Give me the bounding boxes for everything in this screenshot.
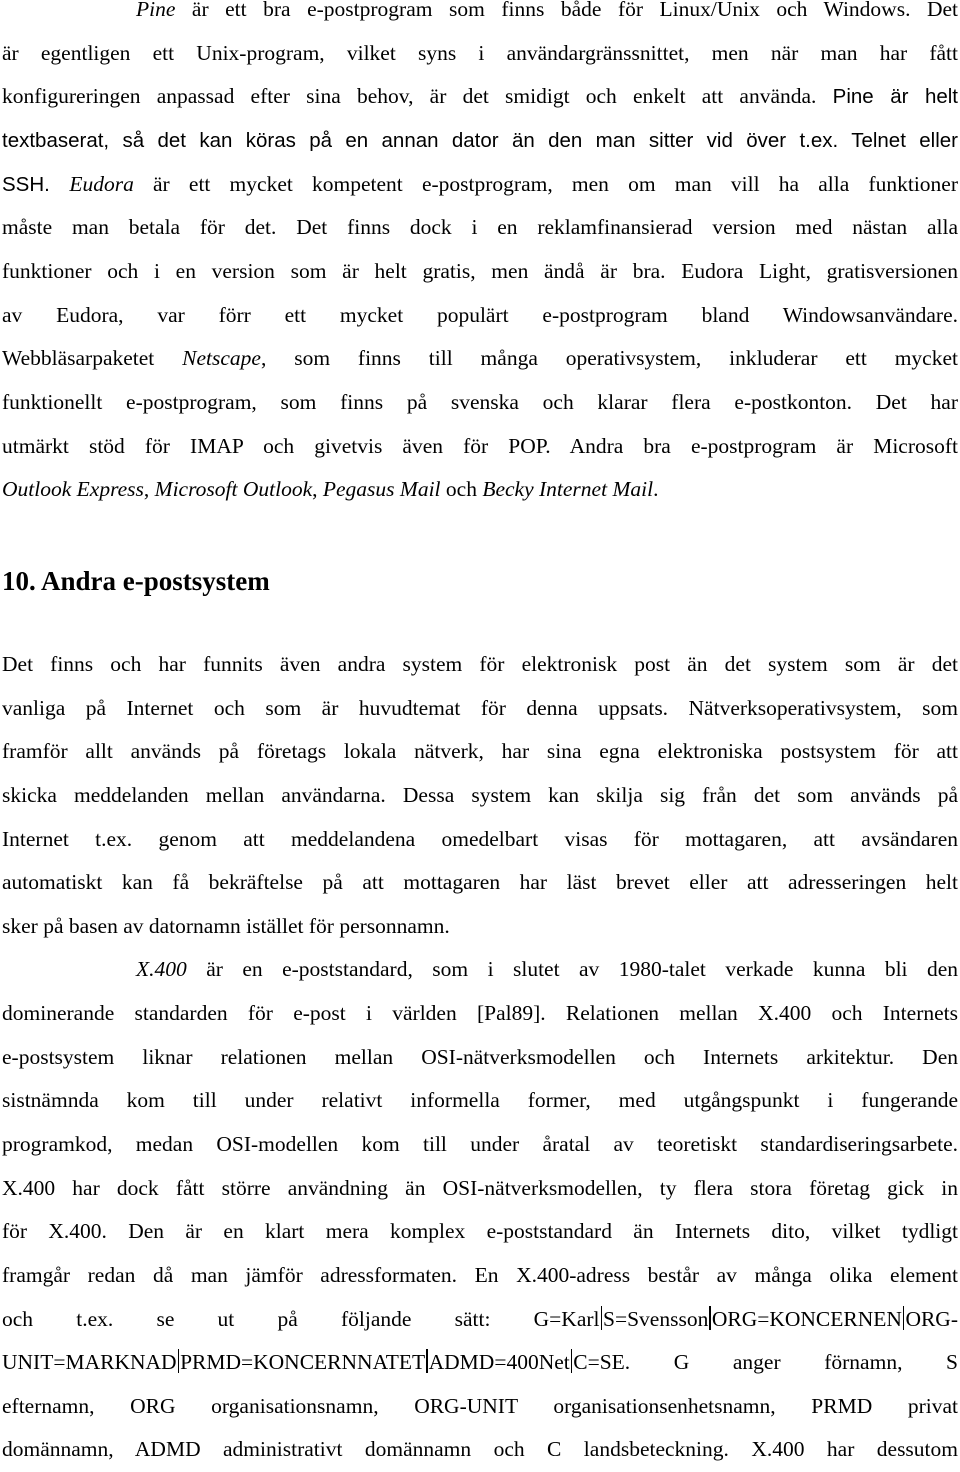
text-span: Pine är helt bbox=[832, 85, 958, 108]
text-span: UNIT=MARKNAD bbox=[2, 1350, 177, 1374]
text-span: Det finns och har funnits även andra system för elektronisk post än det system som är det bbox=[2, 652, 958, 676]
text-span: och bbox=[440, 477, 483, 501]
text-span: sker på basen av datornamn istället för personnamn. bbox=[2, 914, 450, 938]
text-line bbox=[2, 992, 958, 1036]
italic-term: Netscape bbox=[182, 346, 261, 370]
text-span: dominerande standarden för e-post i världen [Pal89]. Relationen mellan X.400 och Internets bbox=[2, 1001, 958, 1025]
text-span: är en e-poststandard, som i slutet av 1980-talet verkade kunna bli den bbox=[186, 957, 958, 981]
text-span: Eudora Light, gratisversionen bbox=[681, 259, 958, 283]
text-line bbox=[2, 1341, 958, 1385]
text-span: ADMD=400Net bbox=[428, 1350, 570, 1374]
text-line bbox=[2, 206, 958, 250]
text-line bbox=[2, 905, 958, 949]
text-line bbox=[2, 468, 958, 512]
text-line bbox=[2, 1254, 958, 1298]
italic-term: Becky Internet Mail bbox=[482, 477, 654, 501]
text-span: konfigureringen anpassad efter sina behov, är det smidigt och enkelt att använda. bbox=[2, 84, 833, 108]
address-separator bbox=[601, 1306, 603, 1330]
text-span: S=Svensson bbox=[603, 1307, 709, 1331]
address-separator bbox=[709, 1306, 711, 1330]
text-span: SSH. bbox=[2, 173, 70, 196]
text-span: är egentligen ett Unix-program, vilket syns i användargränssnittet, men när man har fått bbox=[2, 41, 958, 65]
text-span: måste man betala för det. bbox=[2, 215, 297, 239]
text-span: e-postsystem liknar relationen mellan OSI-nätverksmodellen och Internets arkitektur. Den bbox=[2, 1045, 958, 1069]
text-span: för X.400. Den är en klart mera komplex e-poststandard än Internets dito, vilket tydligt bbox=[2, 1219, 958, 1243]
text-span: efternamn, ORG organisationsnamn, ORG-UNIT organisationsenhetsnamn, PRMD privat bbox=[2, 1394, 958, 1418]
text-span: , som finns till många operativsystem, inkluderar ett mycket bbox=[260, 346, 958, 370]
text-span: C=SE. bbox=[573, 1350, 631, 1374]
text-line bbox=[2, 818, 958, 862]
address-separator bbox=[178, 1349, 180, 1373]
text-span: textbaserat, så det kan köras på en annan dator än den man sitter vid över t.ex. Telnet eller bbox=[2, 129, 958, 152]
text-span: ORG=KONCERNEN bbox=[711, 1307, 902, 1331]
text-span: domännamn, ADMD administrativt domännamn och C landsbeteckning. X.400 har dessutom bbox=[2, 1437, 958, 1461]
text-line bbox=[2, 1298, 958, 1342]
text-span: programkod, medan OSI-modellen kom till under åratal av teoretiskt standardiseringsarbete. bbox=[2, 1132, 958, 1156]
text-span: Internet t.ex. genom att meddelandena omedelbart visas för mottagaren, att avsändaren bbox=[2, 827, 958, 851]
text-line bbox=[2, 0, 958, 32]
text-line bbox=[2, 1079, 958, 1123]
italic-term: Pegasus Mail bbox=[322, 477, 441, 501]
italic-term: X.400 bbox=[136, 957, 187, 981]
text-line bbox=[2, 381, 958, 425]
text-line bbox=[2, 687, 958, 731]
italic-term: Pine bbox=[136, 0, 176, 21]
italic-term: Outlook Express bbox=[2, 477, 144, 501]
italic-term: Microsoft Outlook bbox=[154, 477, 313, 501]
text-span: X.400 har dock fått större användning än OSI-nätverksmodellen, ty flera stora företag gick in bbox=[2, 1176, 958, 1200]
text-span: G anger förnamn, S bbox=[630, 1350, 958, 1374]
text-span: av Eudora, var förr ett mycket populärt e-postprogram bland Windowsanvändare. bbox=[2, 303, 958, 327]
text-line bbox=[2, 1385, 958, 1429]
section-heading: 10. Andra e-postsystem bbox=[2, 566, 270, 596]
text-span: automatiskt kan få bekräftelse på att mottagaren har läst brevet eller att adresseringen helt bbox=[2, 870, 958, 894]
text-span: , bbox=[143, 477, 155, 501]
text-line bbox=[2, 294, 958, 338]
text-span: ORG- bbox=[905, 1307, 958, 1331]
text-line bbox=[2, 163, 958, 207]
address-separator bbox=[426, 1349, 428, 1373]
text-line bbox=[2, 1210, 958, 1254]
text-span: funktionellt e-postprogram, som finns på svenska och klarar flera e-postkonton. Det har bbox=[2, 390, 958, 414]
text-span: sistnämnda kom till under relativt informella former, med utgångspunkt i fungerande bbox=[2, 1088, 958, 1112]
text-span: . bbox=[653, 477, 659, 501]
text-line bbox=[2, 337, 958, 381]
text-line bbox=[2, 1167, 958, 1211]
text-line bbox=[2, 425, 958, 469]
text-line bbox=[2, 1123, 958, 1167]
text-line bbox=[2, 948, 958, 992]
text-span: Det finns dock i en reklamfinansierad version med nästan alla bbox=[296, 215, 959, 239]
text-line bbox=[2, 32, 958, 76]
text-line bbox=[2, 250, 958, 294]
text-span: och t.ex. se ut på följande sätt: bbox=[2, 1307, 491, 1331]
text-span: PRMD=KONCERNNATET bbox=[180, 1350, 426, 1374]
text-line bbox=[2, 1036, 958, 1080]
text-span: vanliga på Internet och som är huvudtemat för denna uppsats. Nätverksoperativsystem, som bbox=[2, 696, 958, 720]
text-span: är ett mycket kompetent e-postprogram, men om man vill ha alla funktioner bbox=[133, 172, 958, 196]
text-span: framför allt används på företags lokala nätverk, har sina egna elektroniska postsystem för att bbox=[2, 739, 958, 763]
text-span: utmärkt stöd för IMAP och givetvis även för POP. Andra bra e-postprogram är Microsoft bbox=[2, 434, 958, 458]
text-span: Webbläsarpaketet bbox=[2, 346, 183, 370]
text-line bbox=[2, 119, 958, 163]
text-line bbox=[2, 774, 958, 818]
italic-term: Eudora bbox=[69, 172, 134, 196]
text-span: är ett bra e-postprogram som finns både för Linux/Unix och Windows. Det bbox=[175, 0, 958, 21]
text-span: skicka meddelanden mellan användarna. Dessa system kan skilja sig från det som används på bbox=[2, 783, 958, 807]
text-span: framgår redan då man jämför adressformaten. En X.400-adress består av många olika element bbox=[2, 1263, 958, 1287]
text-line bbox=[2, 730, 958, 774]
text-line bbox=[2, 861, 958, 905]
text-span: funktioner och i en version som är helt gratis, men ändå är bra. bbox=[2, 259, 682, 283]
text-line bbox=[2, 643, 958, 687]
text-line bbox=[2, 1428, 958, 1472]
text-span: G=Karl bbox=[533, 1307, 600, 1331]
text-line bbox=[2, 75, 958, 119]
text-span: , bbox=[312, 477, 323, 501]
